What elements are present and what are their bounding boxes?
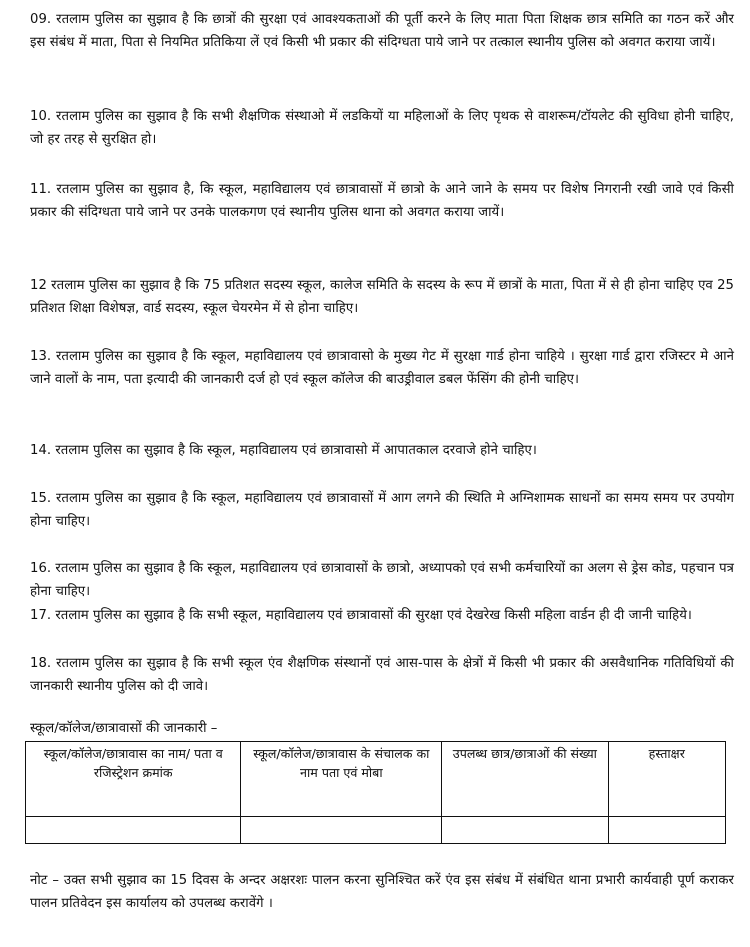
paragraph-12: 12 रतलाम पुलिस का सुझाव है कि 75 प्रतिशत सदस्य स्कूल, कालेज समिति के सदस्य के रूप में छात्रों के माता, पिता में से ही होना चाहिए एव 25 प्रतिशत शिक्षा विशेषज्ञ, वार्ड सदस्य, स्कूल चेयरमेन में से होना चाहिए। [30, 278, 734, 316]
institution-info-table [25, 741, 726, 844]
paragraph-09: 09. रतलाम पुलिस का सुझाव है कि छात्रों की सुरक्षा एवं आवश्यकताओं की पूर्ती करने के लिए माता पिता शिक्षक छात्र समिति का गठन करें और इस संबंध में माता, पिता से नियमित प्रतिकिया लें एवं किसी भी प्रकार की संदिग्धता पाये जाने पर तत्काल स्थानीय पुलिस को अवगत कराया जायें। [30, 12, 734, 50]
note-text: नोट – उक्त सभी सुझाव का 15 दिवस के अन्दर अक्षरशः पालन करना सुनिश्चित करें एंव इस संबंध में संबंधित थाना प्रभारी कार्यवाही पूर्ण कराकर पालन प्रतिवेदन इस कार्यालय को उपलब्ध करावेंगे । [30, 873, 734, 911]
table-header-cell: उपलब्ध छात्र/छात्राओं की संख्या [442, 742, 608, 817]
paragraph-13: 13. रतलाम पुलिस का सुझाव है कि स्कूल, महाविद्यालय एवं छात्रावासो के मुख्य गेट में सुरक्षा गार्ड होना चाहिये । सुरक्षा गार्ड द्वारा रजिस्टर मे आने जाने वालों के नाम, पता इत्यादी की जानकारी दर्ज हो एवं स्कूल कॉलेज की बाउड्रीवाल डबल फेंसिंग की होनी चाहिए। [30, 349, 734, 387]
paragraph-15: 15. रतलाम पुलिस का सुझाव है कि स्कूल, महाविद्यालय एवं छात्रावासों में आग लगने की स्थिति मे अग्निशामक साधनों का समय समय पर उपयोग होना चाहिए। [30, 491, 734, 529]
table-header-cell: स्कूल/कॉलेज/छात्रावास का नाम/ पता व रजिस्ट्रेशन क्रमांक [26, 742, 241, 817]
table-cell [26, 817, 241, 844]
table-header-cell: स्कूल/कॉलेज/छात्रावास के संचालक का नाम पता एवं मोबा [241, 742, 442, 817]
paragraph-17: 17. रतलाम पुलिस का सुझाव है कि सभी स्कूल, महाविद्यालय एवं छात्रावासों की सुरक्षा एवं देखरेख किसी महिला वार्डन ही दी जानी चाहिये। [30, 608, 692, 623]
table-cell [442, 817, 608, 844]
paragraph-10: 10. रतलाम पुलिस का सुझाव है कि सभी शैक्षणिक संस्थाओ में लडकियों या महिलाओं के लिए पृथक से वाशरूम/टॉयलेट की सुविधा होनी चाहिए, जो हर तरह से सुरक्षित हो। [30, 109, 734, 147]
table-header-row [26, 742, 726, 817]
table-header-cell: हस्ताक्षर [608, 742, 725, 817]
section-heading: स्कूल/कॉलेज/छात्रावासों की जानकारी – [30, 721, 218, 736]
paragraph-16: 16. रतलाम पुलिस का सुझाव है कि स्कूल, महाविद्यालय एवं छात्रावासों के छात्रो, अध्यापको एवं सभी कर्मचारियों का अलग से ड्रेस कोड, पहचान पत्र होना चाहिए। [30, 561, 734, 599]
paragraph-14: 14. रतलाम पुलिस का सुझाव है कि स्कूल, महाविद्यालय एवं छात्रावासो में आपातकाल दरवाजे होने चाहिए। [30, 443, 537, 458]
table-cell [241, 817, 442, 844]
paragraph-11: 11. रतलाम पुलिस का सुझाव है, कि स्कूल, महाविद्यालय एवं छात्रावासों में छात्रो के आने जाने के समय पर विशेष निगरानी रखी जावे एवं किसी प्रकार की संदिग्धता पाये जाने पर उनके पालकगण एवं स्थानीय पुलिस थाना को अवगत कराया जायें। [30, 182, 734, 220]
paragraph-18: 18. रतलाम पुलिस का सुझाव है कि सभी स्कूल एंव शैक्षणिक संस्थानों एवं आस-पास के क्षेत्रों में किसी भी प्रकार की असवैधानिक गतिविधियों की जानकारी स्थानीय पुलिस को दी जावे। [30, 656, 734, 694]
table-row [26, 817, 726, 844]
table-cell [608, 817, 725, 844]
